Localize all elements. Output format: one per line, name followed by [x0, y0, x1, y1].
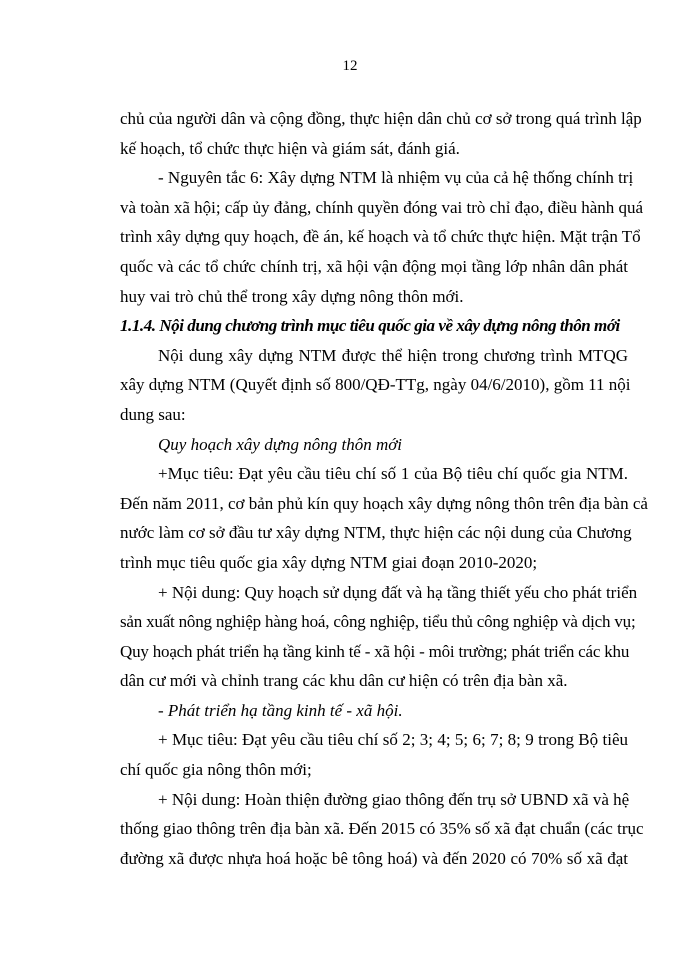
- text-line: nước làm cơ sở đầu tư xây dựng NTM, thực hiện các nội dung của Chương: [120, 523, 632, 543]
- paragraph-planning-content: [120, 578, 638, 696]
- text-line: Nội dung xây dựng NTM được thể hiện trong chương trình MTQG: [158, 345, 628, 365]
- paragraph-infrastructure-goal: [120, 725, 628, 784]
- text-line: + Nội dung: Quy hoạch sử dụng đất và hạ tầng thiết yếu cho phát triển: [158, 582, 638, 602]
- text-line: chủ của người dân và cộng đồng, thực hiện dân chủ cơ sở trong quá trình lập: [120, 109, 642, 128]
- text-line: kế hoạch, tổ chức thực hiện và giám sát, đánh giá.: [120, 138, 460, 158]
- text-line: +Mục tiêu: Đạt yêu cầu tiêu chí số 1 của Bộ tiêu chí quốc gia NTM.: [158, 464, 628, 484]
- text-line: Đến năm 2011, cơ bản phủ kín quy hoạch xây dựng nông thôn trên địa bàn cả: [120, 493, 648, 513]
- section-heading: [120, 311, 628, 341]
- paragraph-infrastructure-content: [120, 785, 644, 874]
- text-line: và toàn xã hội; cấp ủy đảng, chính quyền đóng vai trò chỉ đạo, điều hành quá: [120, 197, 644, 217]
- paragraph-planning-goal: [120, 459, 648, 577]
- text-line: đường xã được nhựa hoá hoặc bê tông hoá) và đến 2020 có 70% số xã đạt: [120, 848, 628, 868]
- text-line: Quy hoạch phát triển hạ tầng kinh tế - xã hội - môi trường; phát triển các khu: [120, 641, 630, 661]
- paragraph-content-intro: [120, 341, 631, 430]
- text-line: trình mục tiêu quốc gia xây dựng NTM giai đoạn 2010-2020;: [120, 552, 538, 572]
- subheading-text: - Phát triển hạ tầng kinh tế - xã hội.: [158, 700, 403, 720]
- page-number: 12: [342, 58, 358, 74]
- subheading-infrastructure: [120, 696, 628, 726]
- paragraph-1: [120, 104, 642, 163]
- text-line: dung sau:: [120, 404, 186, 424]
- document-body: [120, 104, 648, 873]
- section-heading-text: 1.1.4. Nội dung chương trình mục tiêu quốc gia về xây dựng nông thôn mới: [120, 316, 620, 336]
- text-line: trình xây dựng quy hoạch, đề án, kế hoạch và tổ chức thực hiện. Mặt trận Tổ: [120, 227, 641, 247]
- text-line: dân cư mới và chỉnh trang các khu dân cư hiện có trên địa bàn xã.: [120, 671, 568, 691]
- text-line: quốc và các tổ chức chính trị, xã hội vận động mọi tầng lớp nhân dân phát: [120, 256, 628, 276]
- text-line: + Nội dung: Hoàn thiện đường giao thông đến trụ sở UBND xã và hệ: [158, 789, 630, 809]
- text-line: chí quốc gia nông thôn mới;: [120, 760, 312, 780]
- text-line: thống giao thông trên địa bàn xã. Đến 2015 có 35% số xã đạt chuẩn (các trục: [120, 819, 644, 839]
- text-line: huy vai trò chủ thể trong xây dựng nông thôn mới.: [120, 286, 464, 306]
- subheading-planning: [120, 430, 628, 460]
- subheading-text: Quy hoạch xây dựng nông thôn mới: [158, 434, 403, 454]
- text-line: + Mục tiêu: Đạt yêu cầu tiêu chí số 2; 3; 4; 5; 6; 7; 8; 9 trong Bộ tiêu: [158, 730, 628, 750]
- text-line: sản xuất nông nghiệp hàng hoá, công nghiệp, tiểu thủ công nghiệp và dịch vụ;: [120, 612, 636, 632]
- text-line: - Nguyên tắc 6: Xây dựng NTM là nhiệm vụ của cả hệ thống chính trị: [158, 168, 634, 188]
- paragraph-principle-6: [120, 163, 644, 311]
- text-line: xây dựng NTM (Quyết định số 800/QĐ-TTg, ngày 04/6/2010), gồm 11 nội: [120, 375, 631, 395]
